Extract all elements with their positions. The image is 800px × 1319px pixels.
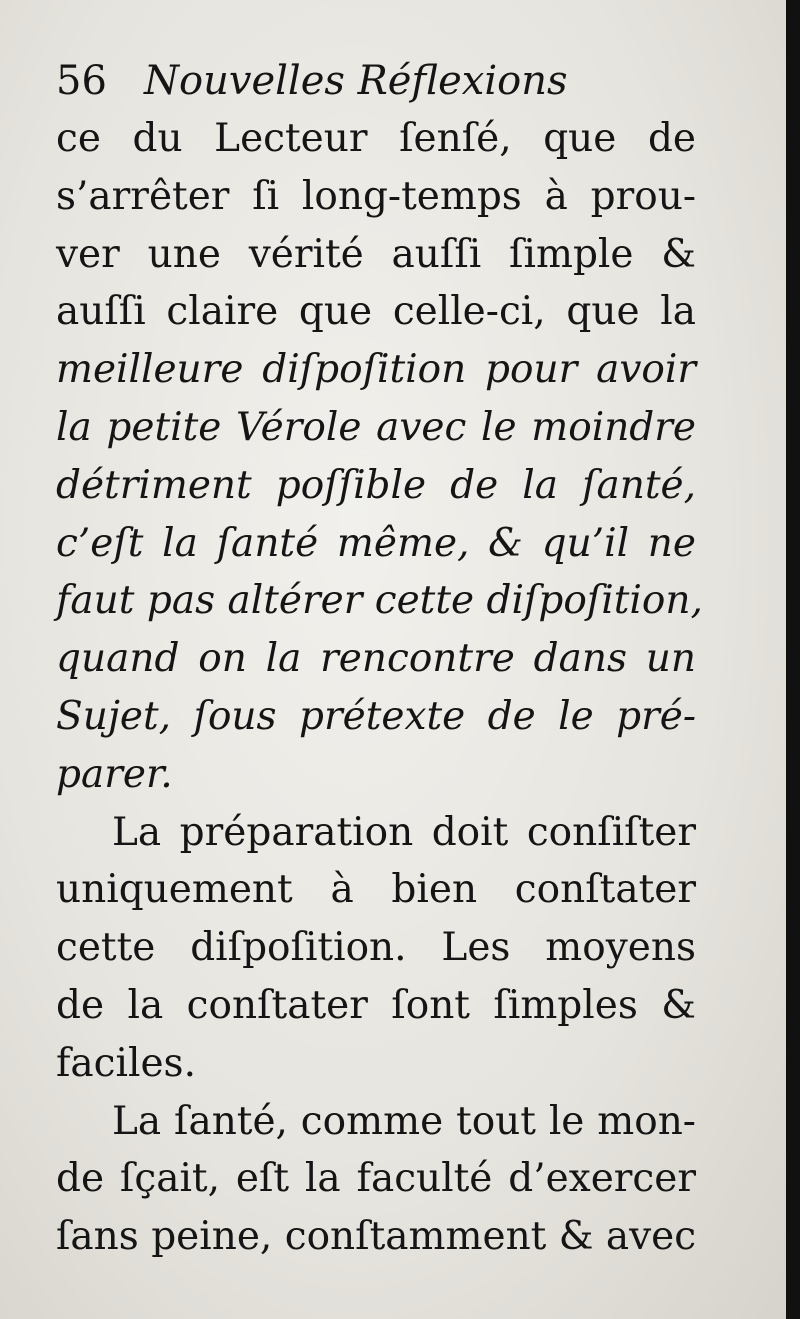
text-line: cette diſpoſition. Les moyens xyxy=(56,925,696,971)
running-title: Nouvelles Réflexions xyxy=(144,58,568,104)
text-line: faciles. xyxy=(56,1040,196,1086)
text-line: de ſçait, eſt la faculté d’exercer xyxy=(56,1156,696,1202)
text-line: s’arrêter ſi long-temps à prou- xyxy=(56,173,696,219)
page-edge-shadow xyxy=(786,0,800,1319)
page-text xyxy=(56,52,703,1266)
paragraph-3 xyxy=(56,1093,696,1266)
text-line: uniquement à bien conſtater xyxy=(56,867,696,913)
text-line: La ſanté, comme tout le mon- xyxy=(112,1098,696,1144)
italic-text-line: meilleure diſpoſition pour avoir xyxy=(56,347,696,393)
italic-text-line: la petite Vérole avec le moindre xyxy=(56,404,696,450)
italic-text-line: Sujet, ſous prétexte de le pré- xyxy=(56,693,696,739)
italic-text-line: c’eſt la ſanté même, & qu’il ne xyxy=(56,520,696,566)
italic-text-line: parer. xyxy=(56,751,173,797)
italic-text-line: détriment poſſible de la ſanté, xyxy=(56,462,696,508)
text-line: de la conſtater ſont ſimples & xyxy=(56,982,696,1028)
paragraph-2 xyxy=(56,804,696,1093)
text-line: ce du Lecteur ſenſé, que de xyxy=(56,116,696,161)
text-line: auſſi claire que celle-ci, que la xyxy=(56,289,696,335)
paragraph-1 xyxy=(56,110,703,804)
text-line: La préparation doit conſiſter xyxy=(112,809,696,855)
page-number: 56 xyxy=(56,58,107,104)
running-header xyxy=(56,52,696,110)
text-line: ſans peine, conſtamment & avec xyxy=(56,1214,697,1260)
text-line: ver une vérité auſſi ſimple & xyxy=(56,231,696,277)
italic-text-line: quand on la rencontre dans un xyxy=(56,636,696,682)
italic-text-line: faut pas altérer cette diſpoſition, xyxy=(56,578,703,624)
